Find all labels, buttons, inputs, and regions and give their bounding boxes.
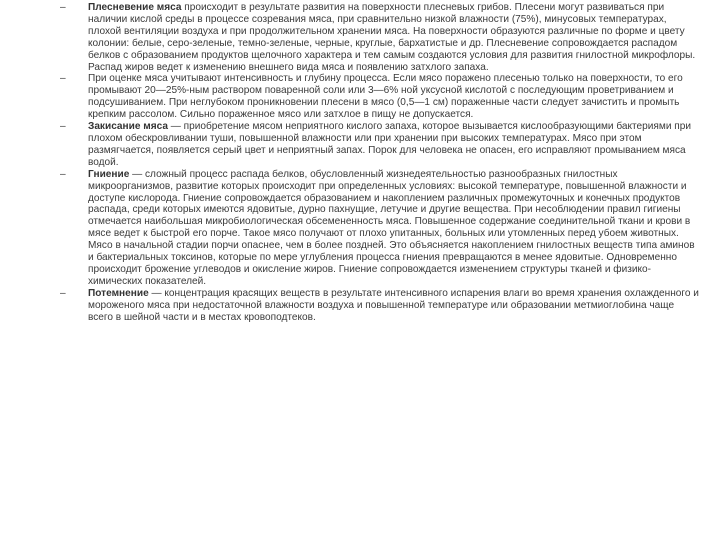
term-souring: Закисание мяса [88, 121, 168, 133]
bullet-dash: – [60, 121, 66, 133]
item-text: — концентрация красящих веществ в результате интенсивного испарения влаги во время хранения охлажденного и мороженого мяса при недостаточной влажности воздуха и повышенной температуре или образовании метмиоглобина чаще всего в шейной части и в местах кровоподтеков. [88, 287, 699, 323]
list-item-putrefaction [60, 169, 700, 288]
item-text: При оценке мяса учитывают интенсивность и глубину процесса. Если мясо поражено плесенью только на поверхности, то его промывают 20—25%-ным раствором поваренной соли или 3—6% ной уксусной кислотой с последующим проветриванием и подсушиванием. При неглубоком проникновении плесени в мясо (0,5—1 см) пораженные части следует зачистить и промыть крепким рассолом. Сильно пораженное мясо или затхлое в пищу не допускается. [88, 73, 683, 121]
item-text: происходит в результате развития на поверхности плесневых грибов. Плесени могут развиваться при наличии кислой среды в процессе созревания мяса, при сравнительно низкой влажности (75%), минусовых температурах, плохой вентиляции воздуха и при продолжительном хранении мяса. На поверхности образуются различные по форме и цвету колонии: белые, серо-зеленые, темно-зеленые, черные, круглые, бархатистые и др. Плесневение сопровождается распадом белков с образованием продуктов щелочного характера и тем самым создаются условия для развития гнилостной микрофлоры. Распад жиров ведет к изменению внешнего вида мяса и появлению затхлого запаха. [88, 2, 696, 73]
item-text: — сложный процесс распада белков, обусловленный жизнедеятельностью разнообразных гнилостных микроорганизмов, развитие которых происходит при определенных условиях: высокой температуре, повышенной влажности и доступе кислорода. Гниение сопровождается образованием и накоплением различных промежуточных и конечных продуктов распада, среди которых имеются ядовитые, дурно пахнущие, летучие и другие вещества. При несоблюдении правил гигиены отмечается наибольшая микробиологическая обсемененность мяса. Повышенное содержание соединительной ткани и крови в мясе ведет к быстрой его порче. Такое мясо получают от плохо упитанных, больных или утомленных перед убоем животных. Мясо в начальной стадии порчи опаснее, чем в более поздней. Это объясняется накоплением гнилостных веществ типа аминов и бактериальных токсинов, которые по мере углубления процесса гниения превращаются в менее ядовитые. Одновременно происходит брожение углеводов и окисление жиров. Гниение сопровождается изменением структуры тканей и физико-химических показателей. [88, 168, 695, 287]
list-item-assessment [60, 73, 700, 121]
bullet-dash: – [60, 73, 66, 85]
list-item-souring [60, 121, 700, 169]
item-text: — приобретение мясом неприятного кислого запаха, которое вызывается кислообразующими бактериями при плохом обескровливании туши, повышенной влажности или при хранении при высоких температурах. Мясо при этом размягчается, появляется серый цвет и неприятный запах. Порок для человека не опасен, его исправляют промыванием мяса водой. [88, 121, 691, 168]
defects-list [60, 2, 700, 323]
bullet-dash: – [60, 168, 66, 180]
bullet-dash: – [60, 287, 66, 299]
term-darkening: Потемнение [88, 287, 149, 299]
list-item-mold [60, 2, 700, 73]
term-putrefaction: Гниение [88, 168, 130, 180]
term-mold: Плесневение мяса [88, 2, 182, 13]
list-item-darkening [60, 288, 700, 324]
bullet-dash: – [60, 2, 66, 13]
